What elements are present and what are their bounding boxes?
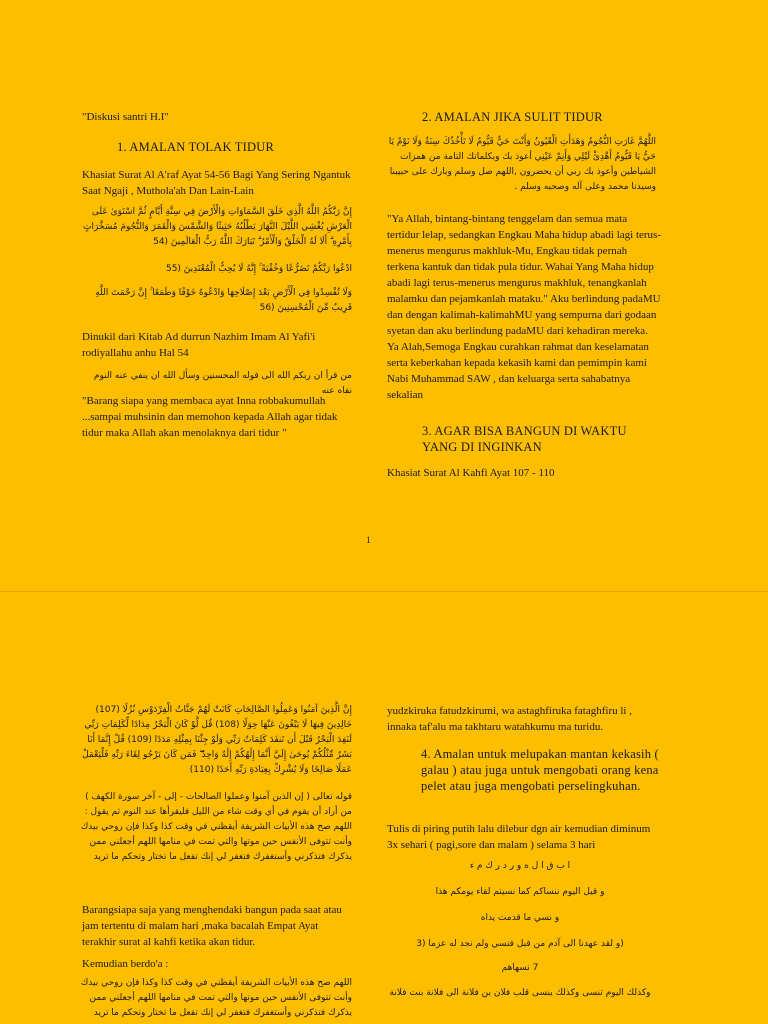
heading-melupakan-mantan: 4. Amalan untuk melupakan mantan kekasih ( galau ) atau juga untuk mengobati orang kena pelet atau juga mengobati perselingkuhan. (421, 747, 659, 793)
arabic-ayat-55: ادْعُوا رَبَّكُمْ تَضَرُّعًا وَخُفْيَةً ۚ إِنَّهُ لَا يُحِبُّ الْمُعْتَدِينَ (55 (165, 264, 352, 274)
arabic-line-4: (و لقد عهدنا الى آدم من قبل فنسي ولم نجد له عزما (3 (416, 939, 624, 949)
arabic-ayat-56: وَلَا تُفْسِدُوا فِي الْأَرْضِ بَعْدَ إِصْلَاحِهَا وَادْعُوهُ خَوْفًا وَطَمَعًا ۚ إِنَّ رَحْمَتَ اللَّهِ قَرِيبٌ مِّنَ الْمُحْسِنِينَ (56 (95, 288, 352, 313)
arabic-source: من قرأ ان ربكم الله الى قوله المحسنين وسأل الله ان ينفي عنه النوم نفاه عنه (93, 371, 352, 396)
page-number: 1 (366, 535, 371, 545)
arabic-doa-sulit-tidur: اللَّهُمَّ غَارَتِ النُّجُومُ وَهَدَأَتِ الْعُيُونُ وَأَنْتَ حَيٌّ قَيُّومٌ لَا تَأْخُذُكَ سِنَةٌ وَلَا نَوْمٌ يَا حَيُّ يَا قَيُّومُ أَهْدِئْ لَيْلِي وَأَنِمْ عَيْنِي أعوذ بك وبكلماتك التامة من همزات الشياطين وأعوذ بك ربي أن يحضرون ,اللهم صل وسلم وبارك على حبيبنا وسيدنا محمد وعلى آله وصحبه وسلم . (388, 137, 656, 192)
arabic-line-6: وكذلك اليوم تنسى وكذلك ينسى قلب فلان بن فلانة الى فلانة بنت فلانة (389, 988, 651, 998)
arabic-ayat-54: إِنَّ رَبَّكُمُ اللَّهُ الَّذِي خَلَقَ السَّمَاوَاتِ وَالْأَرْضَ فِي سِتَّةِ أَيَّامٍ ثُمَّ اسْتَوَىٰ عَلَى الْعَرْشِ يُغْشِي اللَّيْلَ النَّهَارَ يَطْلُبُهُ حَثِيثًا وَالشَّمْسَ وَالْقَمَرَ وَالنُّجُومَ مُسَخَّرَاتٍ بِأَمْرِهِ ۗ أَلَا لَهُ الْخَلْقُ وَالْأَمْرُ ۗ تَبَارَكَ اللَّهُ رَبُّ الْعَالَمِينَ (54 (82, 207, 352, 247)
source-note: Dinukil dari Kitab Ad durrun Nazhim Imam Al Yafi'i rodiyallahu anhu Hal 54 (82, 331, 316, 359)
translation-tolak-tidur: "Barang siapa yang membaca ayat Inna robbakumullah ...sampai muhsinin dan memohon kepada Allah agar tidak tidur maka Allah akan menolaknya dari tidur " (82, 395, 338, 439)
instruction-minum: Tulis di piring putih lalu dilebur dgn air kemudian diminum 3x sehari ( pagi,sore dan malam ) selama 3 hari (387, 823, 651, 851)
instruction-bangun: Barangsiapa saja yang menghendaki bangun pada saat atau jam tertentu di malam hari ,maka bacalah Empat Ayat terakhir surat al kahfi ketika akan tidur. (82, 904, 342, 948)
page-divider (0, 591, 768, 592)
arabic-line-3: و نسي ما قدمت يداه (480, 913, 560, 923)
heading-amalan-sulit-tidur: 2. AMALAN JIKA SULIT TIDUR (422, 110, 603, 124)
arabic-al-kahfi-107-110: إِنَّ الَّذِينَ آمَنُوا وَعَمِلُوا الصَّالِحَاتِ كَانَتْ لَهُمْ جَنَّاتُ الْفِرْدَوْسِ نُزُلًا (107) خَالِدِينَ فِيهَا لَا يَبْغُونَ عَنْهَا حِوَلًا (108) قُل لَّوْ كَانَ الْبَحْرُ مِدَادًا لِّكَلِمَاتِ رَبِّي لَنَفِدَ الْبَحْرُ قَبْلَ أَن تَنفَدَ كَلِمَاتُ رَبِّي وَلَوْ جِئْنَا بِمِثْلِهِ مَدَدًا (109) قُلْ إِنَّمَا أَنَا بَشَرٌ مِّثْلُكُمْ يُوحَىٰ إِلَيَّ أَنَّمَا إِلَٰهُكُمْ إِلَٰهٌ وَاحِدٌ ۖ فَمَن كَانَ يَرْجُو لِقَاءَ رَبِّهِ فَلْيَعْمَلْ عَمَلًا صَالِحًا وَلَا يُشْرِكْ بِعِبَادَةِ رَبِّهِ أَحَدًا (110) (82, 705, 352, 775)
heading-bangun-waktu: 3. AGAR BISA BANGUN DI WAKTU YANG DI INGINKAN (422, 424, 627, 454)
continuation-text: yudzkiruka fatudzkirumi, wa astaghfiruka fataghfiru li , innaka taf'alu ma takhtaru watahkumu ma turidu. (387, 705, 632, 733)
arabic-letters: ا ب ق ا ل ه و ر د ر ك م ء (469, 861, 571, 871)
heading-amalan-tolak-tidur: 1. AMALAN TOLAK TIDUR (117, 140, 274, 154)
translation-sulit-tidur: "Ya Allah, bintang-bintang tenggelam dan semua mata tertidur lelap, sedangkan Engkau Maha hidup abadi lagi terus-menerus mengurus makhluk-Mu, Engkau tidak pernah terkena kantuk dan tidak pula tidur. Wahai Yang Maha hidup abadi lagi terus-menerus mengurus makhluk, tenangkanlah malamku dan pejamkanlah mataku." Aku berlindung padaMU dan dengan kalimah-kalimahMU yang sempurna dari godaan syetan dan aku berlindung padaMU dari kehadiran mereka. Ya Alah,Semoga Engkau curahkan rahmat dan keselamatan serta keberkahan kepada kekasih kami dan pemimpin kami Nabi Muhammad SAW , dan keluarga serta sahabatnya sekalian (387, 213, 661, 401)
arabic-note-1: قوله تعالى ( إن الذين آمنوا وعملوا الصالحات - إلى - آخر سورة الكهف ) من أراد أن يقوم في أي وقت شاء من الليل فليقرأها عند النوم ثم يقول : اللهم صح هذه الأبيات الشريفة أيقظني في وقت كذا وكذا فإن روحي بيدك وأنت تتوفى الأنفس حين موتها والتي تمت في منامها اللهم أجعلني ممن يذكرك فتذكرني وأستغفرك فتغفر لي إنك تفعل ما تختار وتحكم ما تريد (80, 792, 352, 862)
doa-intro: Kemudian berdo'a : (82, 958, 169, 970)
subtitle-al-araf: Khasiat Surat Al A'raf Ayat 54-56 Bagi Yang Sering Ngantuk Saat Ngaji , Muthola'ah Dan Lain-Lain (82, 169, 351, 197)
arabic-line-2: و قيل اليوم ننساكم كما نسيتم لقاء يومكم هذا (435, 887, 605, 897)
arabic-line-5: 7 نسهاهم (501, 963, 539, 973)
arabic-note-2: اللهم صح هذه الأبيات الشريفة أيقظني في وقت كذا وكذا فإن روحي بيدك وأنت تتوفى الأنفس حين موتها والتي تمت في منامها اللهم أجعلني ممن يذكرك فتذكرني وأستغفرك فتغفر لي إنك تفعل ما تختار وتحكم ما تريد (80, 978, 352, 1018)
subtitle-al-kahfi: Khasiat Surat Al Kahfi Ayat 107 - 110 (387, 467, 555, 479)
document-title: "Diskusi santri H.I" (82, 111, 169, 123)
